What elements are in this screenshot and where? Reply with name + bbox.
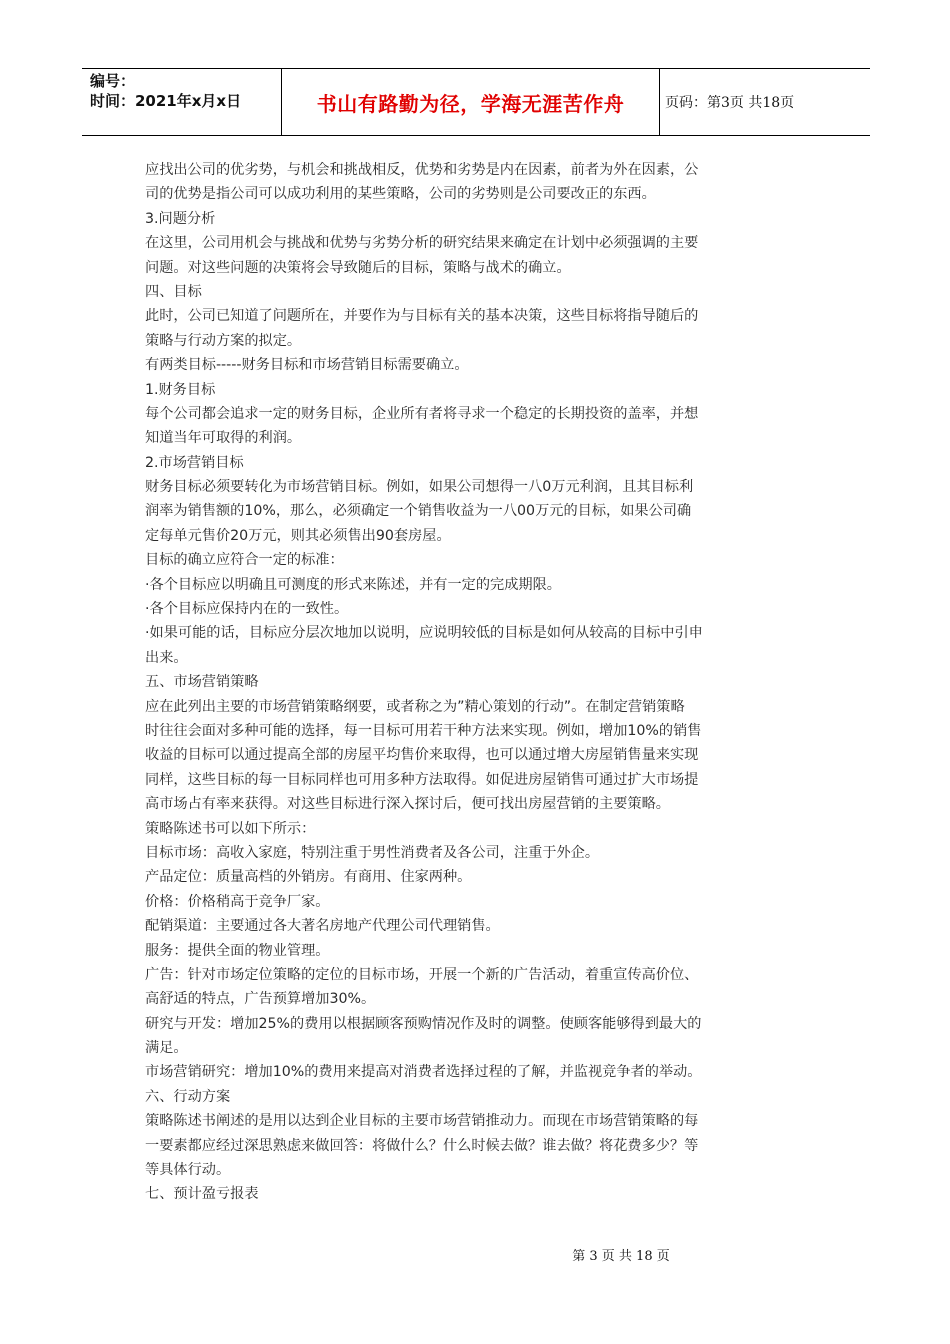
text-line: 四、目标 <box>145 283 202 300</box>
page-header <box>82 68 870 136</box>
header-motto: 书山有路勤为径，学海无涯苦作舟 <box>282 69 660 135</box>
text-line: 产品定位：质量高档的外销房。有商用、住家两种。 <box>145 869 472 886</box>
text-line: 1.财务目标 <box>145 381 216 398</box>
text-line: 司的优势是指公司可以成功利用的某些策略，公司的劣势则是公司要改正的东西。 <box>145 186 656 203</box>
text-line: ·如果可能的话，目标应分层次地加以说明，应说明较低的目标是如何从较高的目标中引申 <box>145 625 703 642</box>
text-line: 广告：针对市场定位策略的定位的目标市场，开展一个新的广告活动，着重宣传高价位、 <box>145 966 699 983</box>
text-line: 七、预计盈亏报表 <box>145 1186 259 1203</box>
text-line: 市场营销研究：增加10%的费用来提高对消费者选择过程的了解，并监视竞争者的举动。 <box>145 1064 702 1081</box>
document-body <box>145 158 813 1207</box>
text-line: 出来。 <box>145 649 188 666</box>
header-meta <box>82 69 282 135</box>
text-line: ·各个目标应以明确且可测度的形式来陈述，并有一定的完成期限。 <box>145 576 561 593</box>
text-line: 有两类目标-----财务目标和市场营销目标需要确立。 <box>145 357 469 374</box>
text-line: 服务：提供全面的物业管理。 <box>145 942 330 959</box>
text-line: 研究与开发：增加25%的费用以根据顾客预购情况作及时的调整。使顾客能够得到最大的 <box>145 1015 702 1032</box>
text-line: 问题。对这些问题的决策将会导致随后的目标，策略与战术的确立。 <box>145 259 571 276</box>
text-line: 每个公司都会追求一定的财务目标，企业所有者将寻求一个稳定的长期投资的盖率，并想 <box>145 405 699 422</box>
page-footer <box>0 1245 950 1264</box>
text-line: 应找出公司的优劣势，与机会和挑战相反，优势和劣势是内在因素，前者为外在因素，公 <box>145 162 699 178</box>
document-date-label: 时间：2021年x月x日 <box>90 92 242 110</box>
text-line: 一要素都应经过深思熟虑来做回答：将做什么？什么时候去做？谁去做？将花费多少？等 <box>145 1137 699 1154</box>
text-line: 收益的目标可以通过提高全部的房屋平均售价来取得，也可以通过增大房屋销售量来实现 <box>145 747 699 764</box>
text-line: 时往往会面对多种可能的选择，每一目标可用若干种方法来实现。例如，增加10%的销售 <box>145 722 702 739</box>
text-line: 应在此列出主要的市场营销策略纲要，或者称之为”精心策划的行动”。在制定营销策略 <box>145 698 685 715</box>
text-line: ·各个目标应保持内在的一致性。 <box>145 601 349 618</box>
text-line: 知道当年可取得的利润。 <box>145 430 302 447</box>
text-line: 此时，公司已知道了问题所在，并要作为与目标有关的基本决策，这些目标将指导随后的 <box>145 308 699 325</box>
text-line: 策略陈述书可以如下所示： <box>145 820 316 837</box>
text-line: 在这里，公司用机会与挑战和优势与劣势分析的研究结果来确定在计划中必须强调的主要 <box>145 235 699 252</box>
text-line: 定每单元售价20万元，则其必须售出90套房屋。 <box>145 527 451 544</box>
document-number-label: 编号： <box>90 72 136 90</box>
text-line: 六、行动方案 <box>145 1088 231 1105</box>
text-line: 2.市场营销目标 <box>145 454 244 471</box>
text-line: 高舒适的特点，广告预算增加30%。 <box>145 991 376 1008</box>
text-line: 等具体行动。 <box>145 1162 231 1179</box>
text-line: 满足。 <box>145 1040 188 1057</box>
text-line: 五、市场营销策略 <box>145 674 259 691</box>
text-line: 高市场占有率来获得。对这些目标进行深入探讨后，便可找出房屋营销的主要策略。 <box>145 796 670 813</box>
text-line: 配销渠道：主要通过各大著名房地产代理公司代理销售。 <box>145 918 500 935</box>
header-page-number: 页码：第3页 共18页 <box>665 95 795 111</box>
text-line: 同样，这些目标的每一目标同样也可用多种方法取得。如促进房屋销售可通过扩大市场提 <box>145 771 699 788</box>
text-line: 目标的确立应符合一定的标准： <box>145 552 344 569</box>
text-line: 策略陈述书阐述的是用以达到企业目标的主要市场营销推动力。而现在市场营销策略的每 <box>145 1113 699 1130</box>
text-line: 策略与行动方案的拟定。 <box>145 332 302 349</box>
text-line: 3.问题分析 <box>145 210 216 227</box>
footer-page-number: 第 3 页 共 18 页 <box>572 1249 670 1264</box>
text-line: 财务目标必须要转化为市场营销目标。例如，如果公司想得一八0万元利润，且其目标利 <box>145 479 694 496</box>
text-line: 目标市场：高收入家庭，特别注重于男性消费者及各公司，注重于外企。 <box>145 844 600 861</box>
text-line: 润率为销售额的10%，那么，必须确定一个销售收益为一八00万元的目标，如果公司确 <box>145 503 692 520</box>
text-line: 价格：价格稍高于竞争厂家。 <box>145 893 330 910</box>
